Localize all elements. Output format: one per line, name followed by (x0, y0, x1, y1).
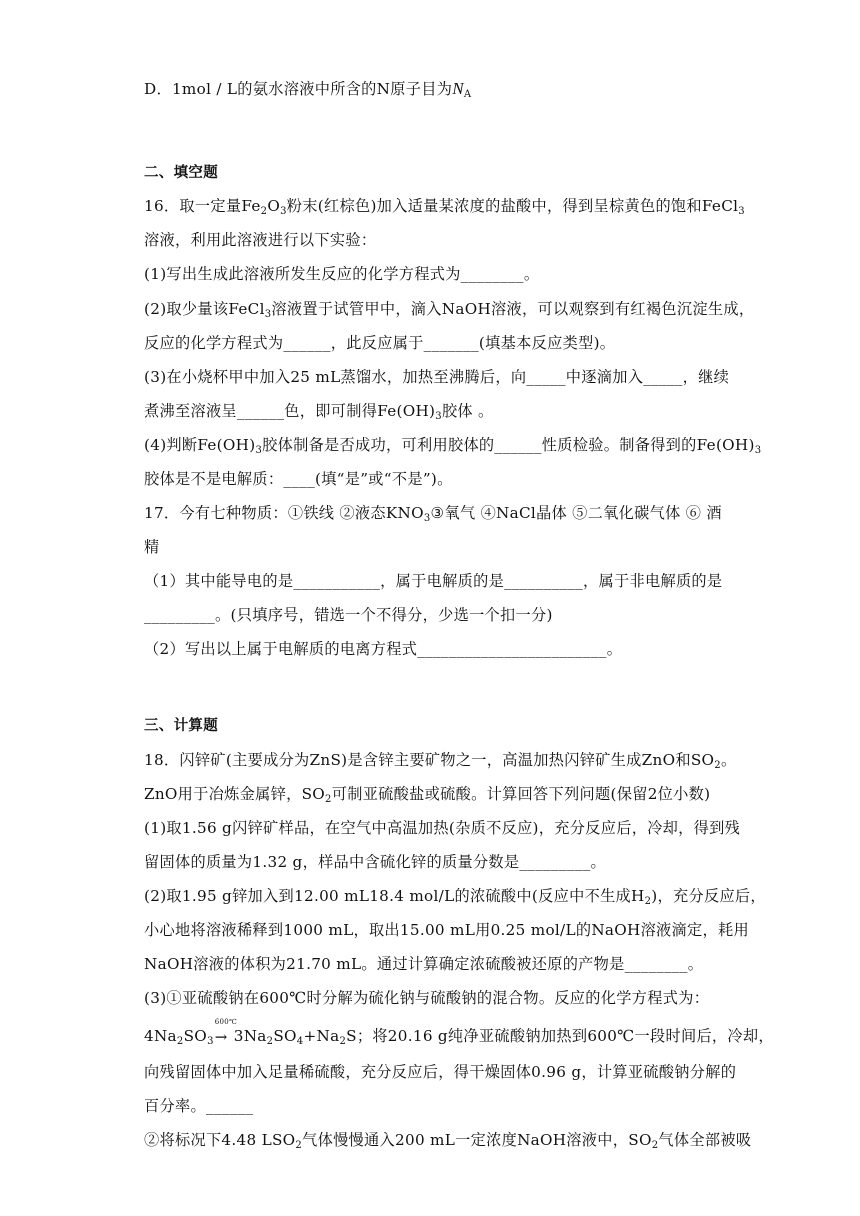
q16-part-2: (2)取少量该FeCl$_3$溶液置于试管甲中，滴入NaOH溶液，可以观察到有红褐色沉淀生成， (144, 300, 755, 320)
q16-part-3: (3)在小烧杯甲中加入25 mL蒸馏水，加热至沸腾后，向_____中逐滴加入_____，继续 (144, 368, 730, 386)
option-d (144, 79, 471, 99)
q17-line-2: 精 (144, 538, 160, 556)
avogadro-symbol: N (452, 79, 464, 98)
q18-part-2-cont-1: 小心地将溶液稀释到1000 mL，取出15.00 mL用0.25 mol/L的NaOH溶液滴定，耗用 (144, 921, 749, 939)
q18-part-3: (3)①亚硫酸钠在600℃时分解为硫化钠与硫酸钠的混合物。反应的化学方程式为： (144, 989, 710, 1007)
q16-part-4: (4)判断$Fe(OH)_3$胶体制备是否成功，可利用胶体的______性质检验。制备得到的$Fe(OH)_3$ (144, 436, 762, 456)
q18-line-1: 18．闪锌矿(主要成分为ZnS)是含锌主要矿物之一，高温加热闪锌矿生成ZnO和$SO_2$。 (144, 751, 737, 771)
q16-part-4-cont: 胶体是不是电解质：____(填“是”或“不是”)。 (144, 470, 453, 488)
q18-part-3-cont-2: 百分率。______ (144, 1097, 254, 1115)
q16-line-2: 溶液，利用此溶液进行以下实验： (144, 231, 377, 249)
q18-part-3-sub-2: ②将标况下4.48 $LSO_2$气体慢慢通入200 mL一定浓度NaOH溶液中，$SO_2$气体全部被吸 (144, 1131, 752, 1151)
q17-part-1: （1）其中能导电的是___________，属于电解质的是__________，属于非电解质的是 (144, 572, 723, 590)
q18-part-2: (2)取1.95 g锌加入到12.00 mL18.4 mol/L的浓硫酸中(反应中不生成$H_2$)，充分反应后， (144, 887, 766, 907)
section-title-fill-in: 二、填空题 (144, 165, 218, 181)
q18-equation-line: $4Na_2SO_3$ 600℃ → $3Na_2SO_4+Na_2S$；将20.16 g纯净亚硫酸钠加热到600℃一段时间后，冷却， (144, 1018, 774, 1047)
section-title-calculation: 三、计算题 (144, 718, 218, 734)
q18-part-2-cont-2: NaOH溶液的体积为21.70 mL。通过计算确定浓硫酸被还原的产物是________。 (144, 955, 704, 973)
reaction-condition: 600℃ (214, 1018, 238, 1026)
q18-part-1: (1)取1.56 g闪锌矿样品，在空气中高温加热(杂质不反应)，充分反应后，冷却，得到残 (144, 819, 741, 837)
reaction-arrow-icon: 600℃ → (214, 1018, 238, 1046)
q16-part-3-cont: 煮沸至溶液呈______色，即可制得$Fe(OH)_3$胶体 。 (144, 402, 494, 422)
avogadro-subscript: A (463, 89, 472, 100)
q17-line-1: 17．今有七种物质：①铁线 ②液态$KNO_3③$氧气 ④NaCl晶体 ⑤二氧化碳气体 ⑥ 酒 (144, 504, 722, 524)
q17-part-1-cont: _________。(只填序号，错选一个不得分，少选一个扣一分) (144, 606, 553, 624)
q16-part-1: (1)写出生成此溶液所发生反应的化学方程式为________。 (144, 265, 540, 283)
q17-part-2: （2）写出以上属于电解质的电离方程式________________________。 (144, 640, 623, 658)
q18-part-3-cont-1: 向残留固体中加入足量稀硫酸，充分反应后，得干燥固体0.96 g，计算亚硫酸钠分解的 (144, 1063, 737, 1081)
q18-line-2: ZnO用于冶炼金属锌，$SO_2$可制亚硫酸盐或硫酸。计算回答下列问题(保留2位小数) (144, 785, 711, 805)
q16-line-1: 16．取一定量$Fe_2O_3$粉末(红棕色)加入适量某浓度的盐酸中，得到呈棕黄色的饱和FeCl$_3$ (144, 197, 745, 217)
q16-part-2-cont: 反应的化学方程式为______，此反应属于_______(填基本反应类型)。 (144, 334, 616, 352)
q18-part-1-cont: 留固体的质量为1.32 g，样品中含硫化锌的质量分数是_________。 (144, 853, 606, 871)
option-d-text: D．1mol / L的氨水溶液中所含的N原子目为 (144, 80, 453, 98)
